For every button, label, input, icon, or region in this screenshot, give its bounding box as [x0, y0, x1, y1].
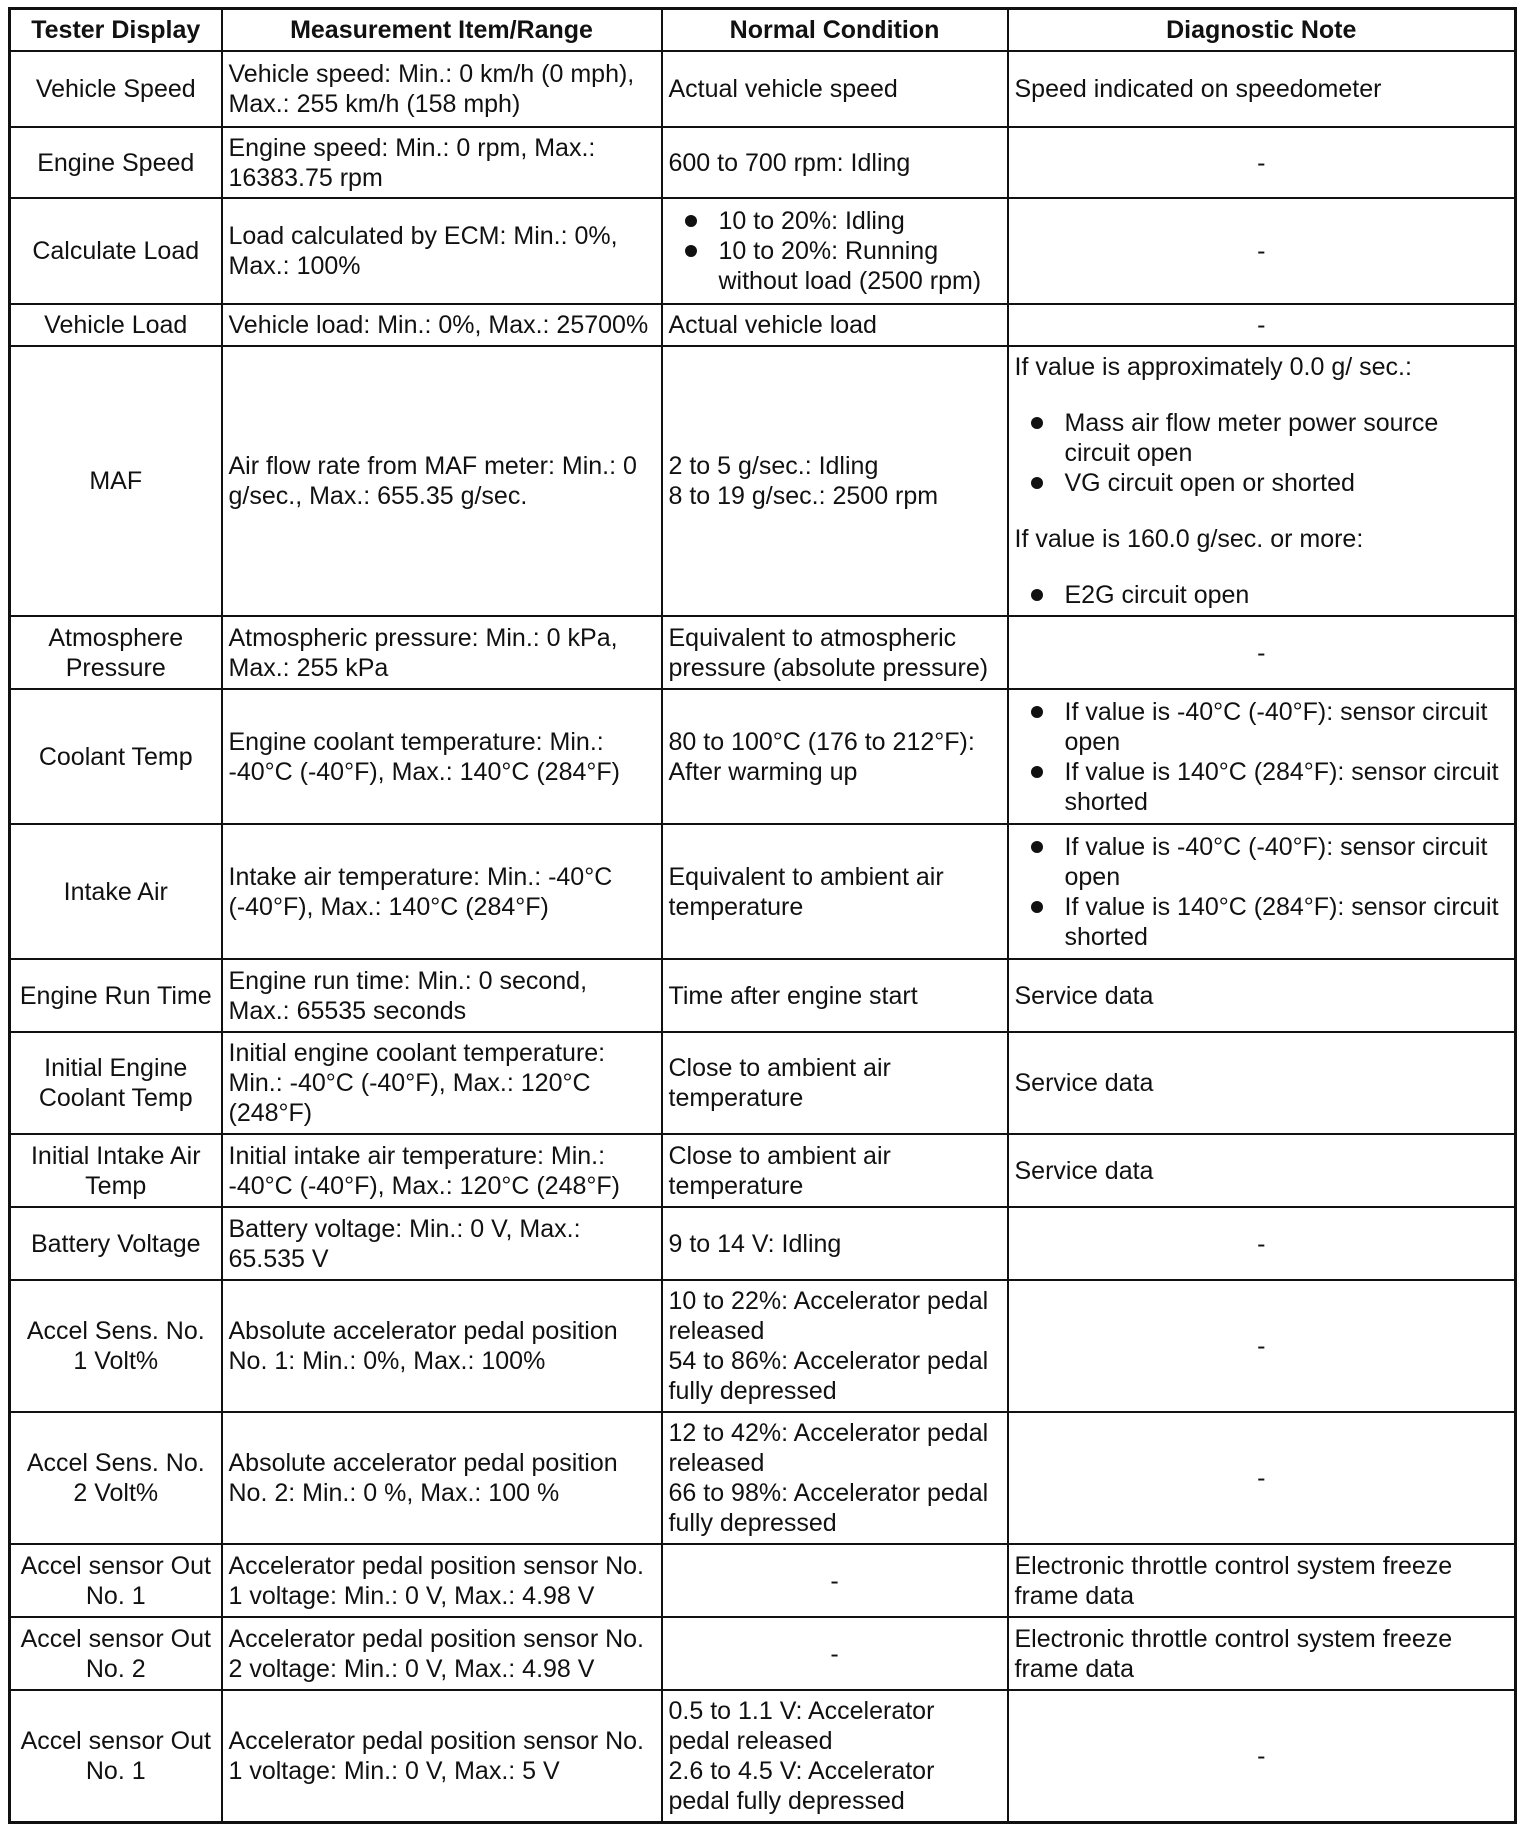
normal-line: 10 to 22%: Accelerator pedal released: [668, 1287, 989, 1345]
table-row: [10, 304, 1516, 346]
cell-tester-display: Calculate Load: [10, 198, 222, 304]
header-normal-condition: Normal Condition: [662, 9, 1008, 52]
cell-normal-condition: Time after engine start: [662, 959, 1008, 1032]
cell-tester-display: Vehicle Load: [10, 304, 222, 346]
cell-diagnostic-note: -: [1008, 1207, 1516, 1280]
cell-normal-condition: [662, 1280, 1008, 1412]
list-item: 10 to 20%: Idling: [669, 206, 1001, 236]
list-item: E2G circuit open: [1015, 580, 1509, 610]
table-row: [10, 51, 1516, 127]
cell-normal-condition: [662, 1412, 1008, 1544]
cell-normal-condition: 9 to 14 V: Idling: [662, 1207, 1008, 1280]
cell-tester-display: Initial Intake Air Temp: [10, 1134, 222, 1207]
table-row: [10, 1544, 1516, 1617]
cell-normal-condition: Actual vehicle load: [662, 304, 1008, 346]
list-item: If value is 140°C (284°F): sensor circuit shorted: [1015, 892, 1509, 952]
cell-measurement-range: Accelerator pedal position sensor No. 1 voltage: Min.: 0 V, Max.: 5 V: [222, 1690, 662, 1822]
table-row: [10, 1032, 1516, 1134]
note-list: [1015, 697, 1509, 817]
cell-measurement-range: Accelerator pedal position sensor No. 1 voltage: Min.: 0 V, Max.: 4.98 V: [222, 1544, 662, 1617]
cell-diagnostic-note: -: [1008, 127, 1516, 198]
list-item: VG circuit open or shorted: [1015, 468, 1509, 498]
cell-tester-display: Accel sensor Out No. 2: [10, 1617, 222, 1690]
table-row: [10, 616, 1516, 689]
normal-line: 0.5 to 1.1 V: Accelerator pedal released: [668, 1696, 935, 1755]
cell-diagnostic-note: Electronic throttle control system freeze frame data: [1008, 1544, 1516, 1617]
list-item: If value is -40°C (-40°F): sensor circuit open: [1015, 697, 1509, 757]
cell-measurement-range: Initial engine coolant temperature: Min.: -40°C (-40°F), Max.: 120°C (248°F): [222, 1032, 662, 1134]
table-row: [10, 198, 1516, 304]
table-row: [10, 824, 1516, 959]
cell-normal-condition: -: [662, 1617, 1008, 1690]
note-list: [1015, 408, 1509, 498]
normal-line: 2 to 5 g/sec.: Idling: [668, 452, 879, 480]
cell-normal-condition: Actual vehicle speed: [662, 51, 1008, 127]
cell-normal-condition: [662, 346, 1008, 616]
header-tester-display: Tester Display: [10, 9, 222, 52]
cell-tester-display: Accel Sens. No. 2 Volt%: [10, 1412, 222, 1544]
cell-diagnostic-note: Service data: [1008, 1032, 1516, 1134]
list-item: If value is -40°C (-40°F): sensor circuit open: [1015, 832, 1509, 892]
cell-tester-display: Engine Speed: [10, 127, 222, 198]
cell-normal-condition: [662, 198, 1008, 304]
cell-normal-condition: Close to ambient air temperature: [662, 1032, 1008, 1134]
cell-normal-condition: [662, 1690, 1008, 1822]
cell-tester-display: Engine Run Time: [10, 959, 222, 1032]
cell-measurement-range: Absolute accelerator pedal position No. 2: Min.: 0 %, Max.: 100 %: [222, 1412, 662, 1544]
cell-measurement-range: Absolute accelerator pedal position No. 1: Min.: 0%, Max.: 100%: [222, 1280, 662, 1412]
header-measurement-item: Measurement Item/Range: [222, 9, 662, 52]
table-row: [10, 346, 1516, 616]
list-item: Mass air flow meter power source circuit open: [1015, 408, 1509, 468]
cell-measurement-range: Load calculated by ECM: Min.: 0%, Max.: 100%: [222, 198, 662, 304]
table-row: [10, 1207, 1516, 1280]
normal-line: 66 to 98%: Accelerator pedal fully depressed: [668, 1479, 989, 1537]
cell-measurement-range: Engine run time: Min.: 0 second, Max.: 65535 seconds: [222, 959, 662, 1032]
table-row: [10, 1134, 1516, 1207]
cell-diagnostic-note: -: [1008, 1690, 1516, 1822]
cell-diagnostic-note: -: [1008, 616, 1516, 689]
cell-tester-display: Coolant Temp: [10, 689, 222, 824]
normal-line: 12 to 42%: Accelerator pedal released: [668, 1419, 989, 1477]
cell-tester-display: Battery Voltage: [10, 1207, 222, 1280]
cell-tester-display: Accel sensor Out No. 1: [10, 1544, 222, 1617]
note-list: [1015, 832, 1509, 952]
cell-diagnostic-note: -: [1008, 1412, 1516, 1544]
cell-measurement-range: Engine speed: Min.: 0 rpm, Max.: 16383.75 rpm: [222, 127, 662, 198]
cell-diagnostic-note: -: [1008, 1280, 1516, 1412]
cell-measurement-range: Battery voltage: Min.: 0 V, Max.: 65.535 V: [222, 1207, 662, 1280]
table-row: [10, 1412, 1516, 1544]
cell-measurement-range: Intake air temperature: Min.: -40°C (-40°F), Max.: 140°C (284°F): [222, 824, 662, 959]
cell-normal-condition: Close to ambient air temperature: [662, 1134, 1008, 1207]
cell-measurement-range: Vehicle speed: Min.: 0 km/h (0 mph), Max.: 255 km/h (158 mph): [222, 51, 662, 127]
cell-diagnostic-note: Electronic throttle control system freeze frame data: [1008, 1617, 1516, 1690]
normal-condition-list: [669, 206, 1001, 296]
table-header-row: [10, 9, 1516, 52]
cell-tester-display: Atmosphere Pressure: [10, 616, 222, 689]
cell-tester-display: Accel sensor Out No. 1: [10, 1690, 222, 1822]
cell-normal-condition: 600 to 700 rpm: Idling: [662, 127, 1008, 198]
cell-tester-display: Vehicle Speed: [10, 51, 222, 127]
table-row: [10, 959, 1516, 1032]
cell-measurement-range: Air flow rate from MAF meter: Min.: 0 g/sec., Max.: 655.35 g/sec.: [222, 346, 662, 616]
table-row: [10, 1690, 1516, 1822]
normal-line: 2.6 to 4.5 V: Accelerator pedal fully depressed: [668, 1756, 935, 1815]
cell-measurement-range: Accelerator pedal position sensor No. 2 voltage: Min.: 0 V, Max.: 4.98 V: [222, 1617, 662, 1690]
note-list: [1015, 580, 1509, 610]
cell-measurement-range: Engine coolant temperature: Min.: -40°C (-40°F), Max.: 140°C (284°F): [222, 689, 662, 824]
cell-tester-display: MAF: [10, 346, 222, 616]
normal-line: 54 to 86%: Accelerator pedal fully depressed: [668, 1347, 989, 1405]
cell-diagnostic-note: [1008, 689, 1516, 824]
cell-tester-display: Initial Engine Coolant Temp: [10, 1032, 222, 1134]
cell-measurement-range: Atmospheric pressure: Min.: 0 kPa, Max.: 255 kPa: [222, 616, 662, 689]
note-intro: If value is 160.0 g/sec. or more:: [1014, 525, 1364, 553]
cell-measurement-range: Initial intake air temperature: Min.: -40°C (-40°F), Max.: 120°C (248°F): [222, 1134, 662, 1207]
cell-normal-condition: Equivalent to atmospheric pressure (absolute pressure): [662, 616, 1008, 689]
cell-tester-display: Accel Sens. No. 1 Volt%: [10, 1280, 222, 1412]
list-item: If value is 140°C (284°F): sensor circuit shorted: [1015, 757, 1509, 817]
cell-measurement-range: Vehicle load: Min.: 0%, Max.: 25700%: [222, 304, 662, 346]
cell-diagnostic-note: [1008, 346, 1516, 616]
normal-line: 8 to 19 g/sec.: 2500 rpm: [668, 482, 939, 510]
list-item: 10 to 20%: Running without load (2500 rpm): [669, 236, 1001, 296]
tester-data-table: [8, 7, 1517, 1824]
cell-normal-condition: 80 to 100°C (176 to 212°F): After warming up: [662, 689, 1008, 824]
cell-diagnostic-note: Service data: [1008, 959, 1516, 1032]
cell-diagnostic-note: Service data: [1008, 1134, 1516, 1207]
cell-normal-condition: Equivalent to ambient air temperature: [662, 824, 1008, 959]
cell-diagnostic-note: [1008, 824, 1516, 959]
cell-normal-condition: -: [662, 1544, 1008, 1617]
cell-diagnostic-note: -: [1008, 198, 1516, 304]
table-row: [10, 689, 1516, 824]
table-row: [10, 1280, 1516, 1412]
cell-tester-display: Intake Air: [10, 824, 222, 959]
header-diagnostic-note: Diagnostic Note: [1008, 9, 1516, 52]
cell-diagnostic-note: Speed indicated on speedometer: [1008, 51, 1516, 127]
table-row: [10, 127, 1516, 198]
table-row: [10, 1617, 1516, 1690]
cell-diagnostic-note: -: [1008, 304, 1516, 346]
note-intro: If value is approximately 0.0 g/ sec.:: [1014, 353, 1412, 381]
